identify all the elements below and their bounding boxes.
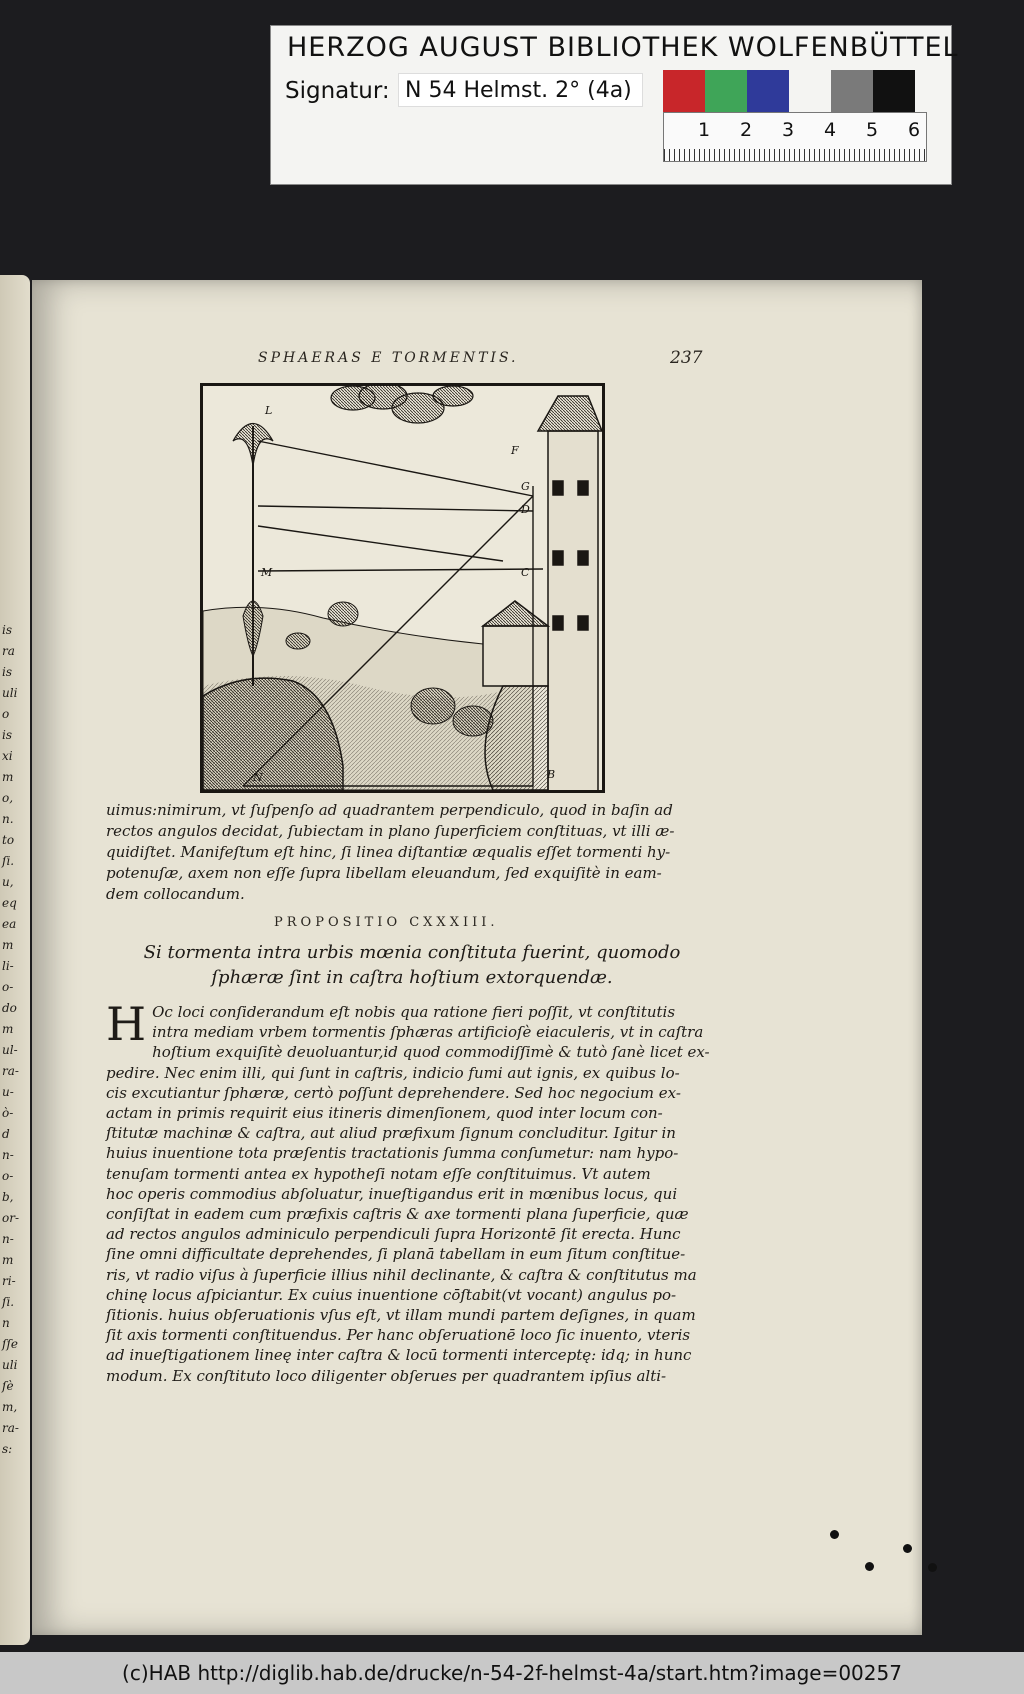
margin-fragment: xi: [2, 749, 13, 763]
woodcut-illustration: [200, 383, 605, 793]
page-number: 237: [670, 348, 703, 368]
margin-fragment: u-: [2, 1085, 14, 1099]
text-line: ſitionis. huius obſeruationis vſus eſt, vt illam mundi partem deſignes, in quam: [106, 1306, 696, 1325]
figure-letter: C: [521, 566, 530, 579]
text-line: hoc operis commodius abſoluatur, inueſtigandus erit in mœnibus locus, qui: [106, 1184, 678, 1203]
margin-fragment: m: [2, 770, 14, 784]
measurement-ruler: [663, 112, 927, 162]
margin-fragment: n: [2, 1316, 10, 1330]
title-line: Si tormenta intra urbis mœnia conſtituta fuerint, quomodo: [143, 942, 681, 963]
figure-letter: F: [511, 444, 519, 457]
ruler-number: 3: [782, 119, 795, 141]
text-line: Oc loci conſiderandum eſt nobis qua ratione fieri poſſit, vt conſtitutis: [152, 1003, 676, 1021]
text-line: actam in primis requirit eius itineris dimenſionem, quod inter locum con-: [106, 1104, 663, 1123]
dot: [865, 1562, 874, 1571]
margin-fragment: m: [2, 1022, 14, 1036]
margin-fragment: ſſe: [2, 1337, 18, 1351]
margin-fragment: ea: [2, 917, 17, 931]
paragraph-continuation: [106, 800, 718, 905]
text-line: conſiſtat in eadem cum præfixis caſtris & axe tormenti plana ſuperficie, quæ: [106, 1205, 689, 1224]
margin-fragment: b,: [2, 1190, 14, 1204]
figure-letter: G: [521, 480, 530, 493]
text-line: ris, vt radio viſus à ſuperficie illius nihil declinante, & caſtra & conſtitutus ma: [106, 1265, 697, 1284]
dot: [903, 1544, 912, 1553]
text-line: chinę locus aſpiciantur. Ex cuius inuentione cōſtabit(vt vocant) angulus po-: [106, 1285, 677, 1304]
margin-fragment: o-: [2, 980, 14, 994]
color-swatch: [831, 70, 873, 112]
figure-letter: M: [261, 566, 273, 579]
ruler-number: 6: [908, 119, 921, 141]
dot: [928, 1563, 937, 1572]
color-swatch: [663, 70, 705, 112]
color-swatch: [789, 70, 831, 112]
margin-fragment: ra-: [2, 1064, 19, 1078]
margin-fragment: m: [2, 1253, 14, 1267]
margin-fragment: n-: [2, 1148, 14, 1162]
woodcut-svg: [203, 386, 602, 790]
signatur-label: Signatur:: [285, 78, 390, 104]
margin-fragment: d: [2, 1127, 10, 1141]
ruler-number: 2: [740, 119, 753, 141]
margin-fragment: n.: [2, 812, 14, 826]
margin-fragment: or-: [2, 1211, 20, 1225]
margin-fragment: n-: [2, 1232, 14, 1246]
color-calibration-swatches: [663, 70, 915, 112]
footer-credit: (c)HAB http://diglib.hab.de/drucke/n-54-2f-helmst-4a/start.htm?image=00257: [0, 1652, 1024, 1694]
margin-fragment: ul-: [2, 1043, 18, 1057]
proposition-label: PROPOSITIO CXXXIII.: [274, 915, 499, 930]
text-line: tenuſam tormenti antea ex hypotheſi notam eſſe conſtituimus. Vt autem: [106, 1164, 651, 1183]
margin-fragment: is: [2, 728, 12, 742]
margin-fragment: uli: [2, 686, 18, 700]
margin-fragment: o: [2, 707, 10, 721]
library-label-card: [270, 25, 959, 185]
color-swatch: [747, 70, 789, 112]
text-line: uimus:nimirum, vt ſuſpenſo ad quadrantem perpendiculo, quod in baſin ad: [106, 801, 673, 819]
title-line: ſphæræ ſint in caſtra hoſtium extorquendæ.: [211, 967, 613, 988]
margin-fragment: o,: [2, 791, 14, 805]
text-line: intra mediam vrbem tormentis ſphæras artificioſè eiaculeris, vt in caſtra: [152, 1023, 704, 1042]
text-line: hoſtium exquiſitè deuoluantur,id quod commodiſſimè & tutò ſanè licet ex-: [152, 1043, 710, 1062]
ruler-ticks: [664, 149, 926, 161]
text-line: ſine omni difficultate deprehendes, ſi planā tabellam in eum ſitum conſtitue-: [106, 1245, 686, 1264]
margin-fragment: do: [2, 1001, 17, 1015]
dot: [830, 1530, 839, 1539]
margin-fragment: ra-: [2, 1421, 19, 1435]
figure-letter: B: [547, 768, 556, 781]
dropcap: H: [106, 997, 147, 1051]
text-line: huius inuentione tota præſentis tractationis ſumma conſumetur: nam hypo-: [106, 1144, 679, 1163]
margin-fragment: u,: [2, 875, 14, 889]
signatur-value: N 54 Helmst. 2° (4a): [398, 73, 643, 107]
margin-fragment: ſè: [2, 1379, 14, 1393]
proposition-title: [106, 940, 718, 990]
ruler-number: 5: [866, 119, 879, 141]
margin-fragment: is: [2, 623, 12, 637]
running-head: SPHAERAS E TORMENTIS.: [258, 350, 519, 366]
text-line: cis excutiantur ſphæræ, certò poſſunt deprehendere. Sed hoc negocium ex-: [106, 1083, 681, 1102]
text-line: ad inueſtigationem lineę inter caſtra & locū tormenti interceptę: idq; in hunc: [106, 1346, 692, 1365]
text-line: dem collocandum.: [106, 885, 245, 903]
margin-fragment: o-: [2, 1169, 14, 1183]
margin-fragment: m,: [2, 1400, 18, 1414]
margin-fragment: ò-: [2, 1106, 14, 1120]
color-swatch: [705, 70, 747, 112]
margin-fragment: eq: [2, 896, 17, 910]
text-line: rectos angulos decidat, ſubiectam in plano ſuperficiem conſtituas, vt illi æ-: [106, 822, 675, 840]
text-line: pedire. Nec enim illi, qui ſunt in caſtris, indicio fumi aut ignis, ex quibus lo-: [106, 1063, 680, 1082]
margin-fragment: s:: [2, 1442, 13, 1456]
margin-fragment: is: [2, 665, 12, 679]
text-line: ſtitutæ machinæ & caſtra, aut aliud præfixum ſignum concluditur. Igitur in: [106, 1124, 676, 1143]
margin-fragment: uli: [2, 1358, 18, 1372]
text-line: quidiſtet. Manifeſtum eſt hinc, ſi linea diſtantiæ æqualis eſſet tormenti hy-: [106, 843, 671, 861]
ruler-number: 4: [824, 119, 837, 141]
library-name: HERZOG AUGUST BIBLIOTHEK WOLFENBÜTTEL: [287, 32, 959, 63]
text-line: potenuſæ, axem non eſſe ſupra libellam eleuandum, ſed exquiſitè in eam-: [106, 864, 662, 882]
margin-fragment: ſi.: [2, 854, 15, 868]
figure-letter: N: [253, 771, 263, 784]
text-line: ſit axis tormenti conſtituendus. Per hanc obſeruationē loco ſic inuento, vteris: [106, 1326, 691, 1345]
margin-fragment: ri-: [2, 1274, 16, 1288]
ruler-number: 1: [698, 119, 711, 141]
figure-letter: L: [265, 404, 273, 417]
margin-fragment: ra: [2, 644, 15, 658]
color-swatch: [873, 70, 915, 112]
figure-letter: D: [521, 503, 530, 516]
margin-fragment: m: [2, 938, 14, 952]
left-page-margin-text: [2, 620, 28, 1460]
proposition-text: [106, 997, 718, 1386]
text-line: modum. Ex conſtituto loco diligenter obſerues per quadrantem ipſius alti-: [106, 1366, 667, 1385]
margin-fragment: li-: [2, 959, 14, 973]
text-line: ad rectos angulos adminiculo perpendiculi ſupra Horizontē ſit erecta. Hunc: [106, 1225, 681, 1244]
margin-fragment: ſi.: [2, 1295, 15, 1309]
margin-fragment: to: [2, 833, 15, 847]
